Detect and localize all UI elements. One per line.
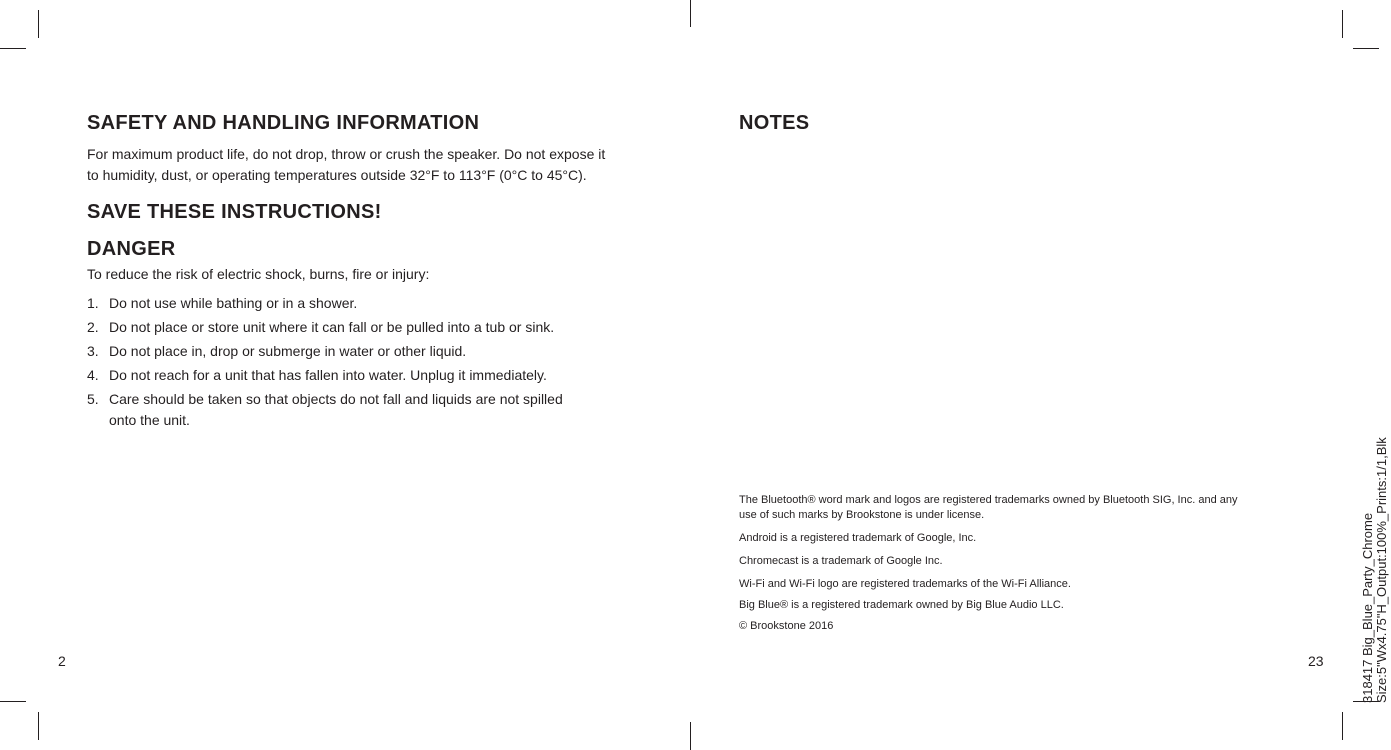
- slug-line-2: Size:5"Wx4.75"H_Output:100%_Prints:1/1,Blk: [1374, 437, 1389, 703]
- list-item: [87, 317, 647, 338]
- legal-notices: [739, 493, 1299, 634]
- crop-mark: [690, 0, 691, 27]
- safety-line-1: For maximum product life, do not drop, throw or crush the speaker. Do not expose it: [87, 146, 606, 162]
- chromecast-notice: Chromecast is a trademark of Google Inc.: [739, 555, 943, 567]
- android-notice: Android is a registered trademark of Google, Inc.: [739, 532, 977, 544]
- list-item-text-continued: onto the unit.: [109, 412, 190, 428]
- list-item: [87, 389, 647, 431]
- danger-heading: DANGER: [87, 238, 176, 260]
- left-page: [87, 112, 647, 434]
- list-item-text: Do not use while bathing or in a shower.: [109, 295, 358, 311]
- safety-text: [87, 144, 647, 186]
- bigblue-notice: Big Blue® is a registered trademark owned by Big Blue Audio LLC.: [739, 599, 1064, 611]
- danger-list: [87, 293, 647, 431]
- crop-mark: [1342, 712, 1343, 740]
- crop-mark: [38, 712, 39, 740]
- list-item-number: 1.: [87, 295, 99, 311]
- list-item-text: Do not place or store unit where it can fall or be pulled into a tub or sink.: [109, 319, 555, 335]
- crop-mark: [38, 10, 39, 38]
- print-slug: [1361, 437, 1389, 703]
- safety-line-2: to humidity, dust, or operating temperatures outside 32°F to 113°F (0°C to 45°C).: [87, 167, 587, 183]
- page-number-left: 2: [58, 653, 66, 669]
- list-item: [87, 341, 647, 362]
- slug-line-1: 318417 Big_Blue_Party_Chrome: [1360, 512, 1375, 703]
- crop-mark: [1353, 48, 1379, 49]
- list-item-text: Do not place in, drop or submerge in water or other liquid.: [109, 343, 467, 359]
- bluetooth-notice-line-2: use of such marks by Brookstone is under license.: [739, 509, 985, 521]
- crop-mark: [0, 701, 26, 702]
- bluetooth-notice-line-1: The Bluetooth® word mark and logos are registered trademarks owned by Bluetooth SIG, Inc. and any: [739, 494, 1238, 506]
- notes-heading: NOTES: [739, 112, 810, 134]
- save-instructions-heading: SAVE THESE INSTRUCTIONS!: [87, 201, 382, 223]
- list-item-number: 2.: [87, 319, 99, 335]
- bluetooth-notice: [739, 493, 1299, 523]
- danger-intro: To reduce the risk of electric shock, burns, fire or injury:: [87, 266, 430, 282]
- list-item: [87, 365, 647, 386]
- list-item-text: Do not reach for a unit that has fallen into water. Unplug it immediately.: [109, 367, 547, 383]
- crop-mark: [0, 48, 26, 49]
- page-number-right: 23: [1308, 653, 1324, 669]
- list-item-text: Care should be taken so that objects do not fall and liquids are not spilled: [109, 391, 563, 407]
- list-item: [87, 293, 647, 314]
- right-page: [739, 112, 1299, 135]
- safety-heading: SAFETY AND HANDLING INFORMATION: [87, 112, 480, 134]
- list-item-number: 5.: [87, 391, 99, 407]
- list-item-number: 4.: [87, 367, 99, 383]
- copyright-notice: © Brookstone 2016: [739, 620, 834, 632]
- crop-mark: [690, 722, 691, 750]
- wifi-notice: Wi-Fi and Wi-Fi logo are registered trademarks of the Wi-Fi Alliance.: [739, 578, 1071, 590]
- crop-mark: [1342, 10, 1343, 38]
- list-item-number: 3.: [87, 343, 99, 359]
